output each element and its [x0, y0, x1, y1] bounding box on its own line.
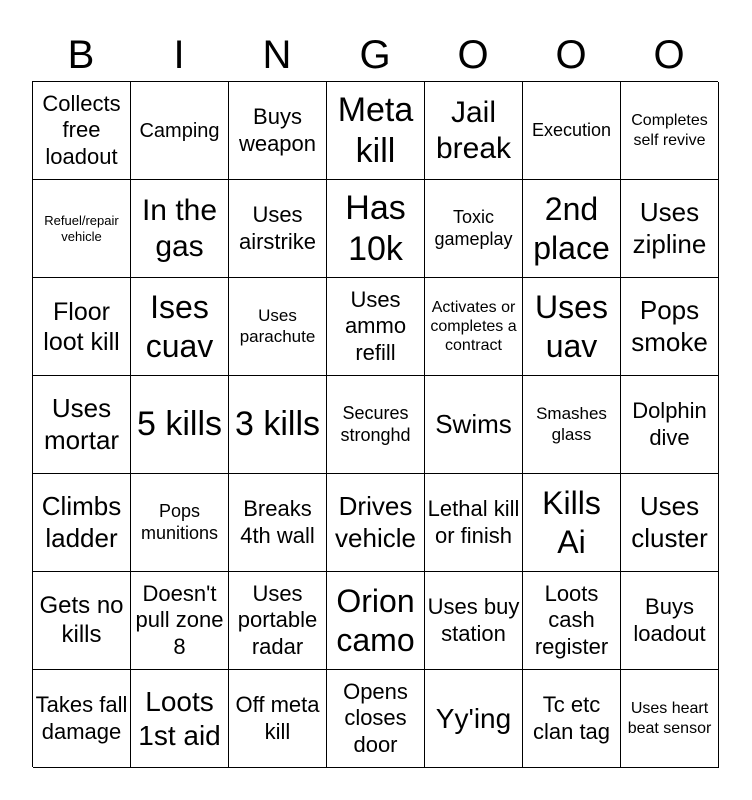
bingo-cell[interactable]	[131, 376, 229, 474]
bingo-cell[interactable]	[327, 180, 425, 278]
bingo-cell-text: Activates or completes a contract	[430, 298, 517, 355]
bingo-cell[interactable]	[523, 474, 621, 572]
bingo-cell[interactable]	[327, 474, 425, 572]
bingo-cell[interactable]	[131, 278, 229, 376]
bingo-cell[interactable]	[131, 670, 229, 768]
bingo-cell[interactable]	[33, 376, 131, 474]
bingo-header	[32, 28, 718, 82]
bingo-cell[interactable]	[327, 82, 425, 180]
bingo-cell-text: 2nd place	[533, 191, 610, 266]
bingo-cell[interactable]	[229, 670, 327, 768]
bingo-cell[interactable]	[229, 82, 327, 180]
header-letter-o-2: O	[555, 33, 587, 77]
bingo-cell-text: 3 kills	[234, 405, 321, 444]
bingo-cell[interactable]	[621, 376, 719, 474]
bingo-cell-text: Smashes glass	[536, 404, 607, 444]
bingo-cell[interactable]	[131, 474, 229, 572]
bingo-cell-text: Buys loadout	[633, 594, 706, 646]
bingo-cell[interactable]	[621, 670, 719, 768]
bingo-cell[interactable]	[425, 572, 523, 670]
bingo-cell-text: Dolphin dive	[632, 398, 707, 450]
header-letter-g: G	[359, 33, 391, 77]
bingo-cell[interactable]	[425, 670, 523, 768]
bingo-cell-text: Climbs ladder	[41, 491, 122, 553]
bingo-cell-text: Camping	[139, 119, 220, 142]
bingo-cell-text: Swims	[435, 408, 512, 439]
bingo-cell[interactable]	[425, 180, 523, 278]
bingo-cell-text: Kills Ai	[542, 485, 601, 560]
header-letter-b: B	[67, 33, 95, 77]
bingo-cell[interactable]	[327, 572, 425, 670]
bingo-cell-text: Doesn't pull zone 8	[135, 580, 224, 659]
bingo-cell-text: Jail break	[435, 95, 512, 165]
bingo-card-grid	[32, 81, 718, 767]
bingo-cell[interactable]	[621, 180, 719, 278]
bingo-cell-text: 5 kills	[136, 405, 223, 444]
bingo-cell[interactable]	[523, 572, 621, 670]
bingo-cell-text: Uses buy station	[427, 594, 520, 646]
bingo-cell[interactable]	[327, 376, 425, 474]
bingo-cell-text: Pops smoke	[631, 295, 708, 357]
bingo-cell-text: Ises cuav	[145, 289, 214, 364]
bingo-cell-text: Pops munitions	[140, 500, 219, 543]
bingo-cell[interactable]	[229, 376, 327, 474]
bingo-cell[interactable]	[425, 82, 523, 180]
bingo-cell[interactable]	[425, 376, 523, 474]
bingo-cell[interactable]	[131, 82, 229, 180]
bingo-cell-text: Tc etc clan tag	[532, 692, 611, 744]
bingo-cell-text: Completes self revive	[631, 112, 708, 149]
bingo-cell-text: Orion camo	[336, 583, 415, 658]
bingo-cell[interactable]	[229, 572, 327, 670]
header-letter-n: N	[262, 33, 292, 77]
bingo-cell-text: Gets no kills	[39, 591, 124, 648]
bingo-cell[interactable]	[131, 572, 229, 670]
bingo-cell[interactable]	[425, 278, 523, 376]
bingo-cell-text: Breaks 4th wall	[240, 496, 315, 548]
bingo-cell-text: Has 10k	[345, 188, 406, 268]
bingo-cell[interactable]	[33, 180, 131, 278]
bingo-cell-text: Uses parachute	[239, 306, 316, 346]
bingo-cell-text: Lethal kill or finish	[427, 496, 520, 548]
bingo-cell-text: Uses ammo refill	[344, 286, 407, 365]
bingo-cell-text: Execution	[531, 119, 612, 140]
bingo-cell-text: In the gas	[141, 193, 218, 263]
bingo-cell-text: Uses mortar	[43, 393, 120, 455]
bingo-cell-text: Off meta kill	[235, 692, 320, 744]
bingo-cell[interactable]	[523, 376, 621, 474]
bingo-cell[interactable]	[621, 474, 719, 572]
bingo-cell-text: Drives vehicle	[335, 491, 416, 553]
bingo-cell[interactable]	[425, 474, 523, 572]
bingo-cell-text: Meta kill	[337, 90, 414, 170]
bingo-cell-text: Uses zipline	[632, 197, 707, 259]
bingo-cell-text: Loots 1st aid	[138, 685, 221, 751]
bingo-cell[interactable]	[33, 670, 131, 768]
bingo-cell[interactable]	[523, 180, 621, 278]
bingo-cell-text: Buys weapon	[238, 104, 317, 156]
bingo-cell[interactable]	[33, 82, 131, 180]
bingo-cell-text: Takes fall damage	[35, 692, 128, 744]
bingo-cell-text: Secures stronghd	[340, 402, 411, 445]
bingo-cell-text: Loots cash register	[534, 580, 609, 659]
bingo-cell-text: Uses heart beat sensor	[627, 700, 712, 737]
bingo-cell[interactable]	[621, 82, 719, 180]
header-letter-o-1: O	[457, 33, 489, 77]
header-letter-i: I	[173, 33, 185, 77]
bingo-cell[interactable]	[33, 572, 131, 670]
bingo-cell[interactable]	[131, 180, 229, 278]
bingo-cell[interactable]	[621, 278, 719, 376]
bingo-cell[interactable]	[621, 572, 719, 670]
bingo-cell-text: Yy'ing	[435, 702, 512, 734]
bingo-cell[interactable]	[229, 474, 327, 572]
bingo-cell-text: Toxic gameplay	[434, 206, 513, 249]
bingo-cell-text: Opens closes door	[343, 678, 408, 757]
bingo-cell-text: Uses portable radar	[237, 580, 318, 659]
bingo-cell[interactable]	[523, 82, 621, 180]
bingo-cell[interactable]	[327, 278, 425, 376]
bingo-cell-text: Floor loot kill	[43, 297, 120, 356]
header-letter-o-3: O	[653, 33, 685, 77]
bingo-cell[interactable]	[33, 278, 131, 376]
bingo-cell-text: Refuel/repair vehicle	[44, 212, 119, 244]
bingo-cell-text: Uses uav	[535, 289, 608, 364]
bingo-cell-text: Uses airstrike	[238, 202, 316, 254]
bingo-cell[interactable]	[523, 670, 621, 768]
bingo-cell[interactable]	[229, 180, 327, 278]
bingo-cell[interactable]	[523, 278, 621, 376]
bingo-cell[interactable]	[229, 278, 327, 376]
bingo-cell-text: Uses cluster	[631, 491, 708, 553]
bingo-cell[interactable]	[33, 474, 131, 572]
bingo-cell-text: Collects free loadout	[42, 90, 121, 169]
bingo-cell[interactable]	[327, 670, 425, 768]
